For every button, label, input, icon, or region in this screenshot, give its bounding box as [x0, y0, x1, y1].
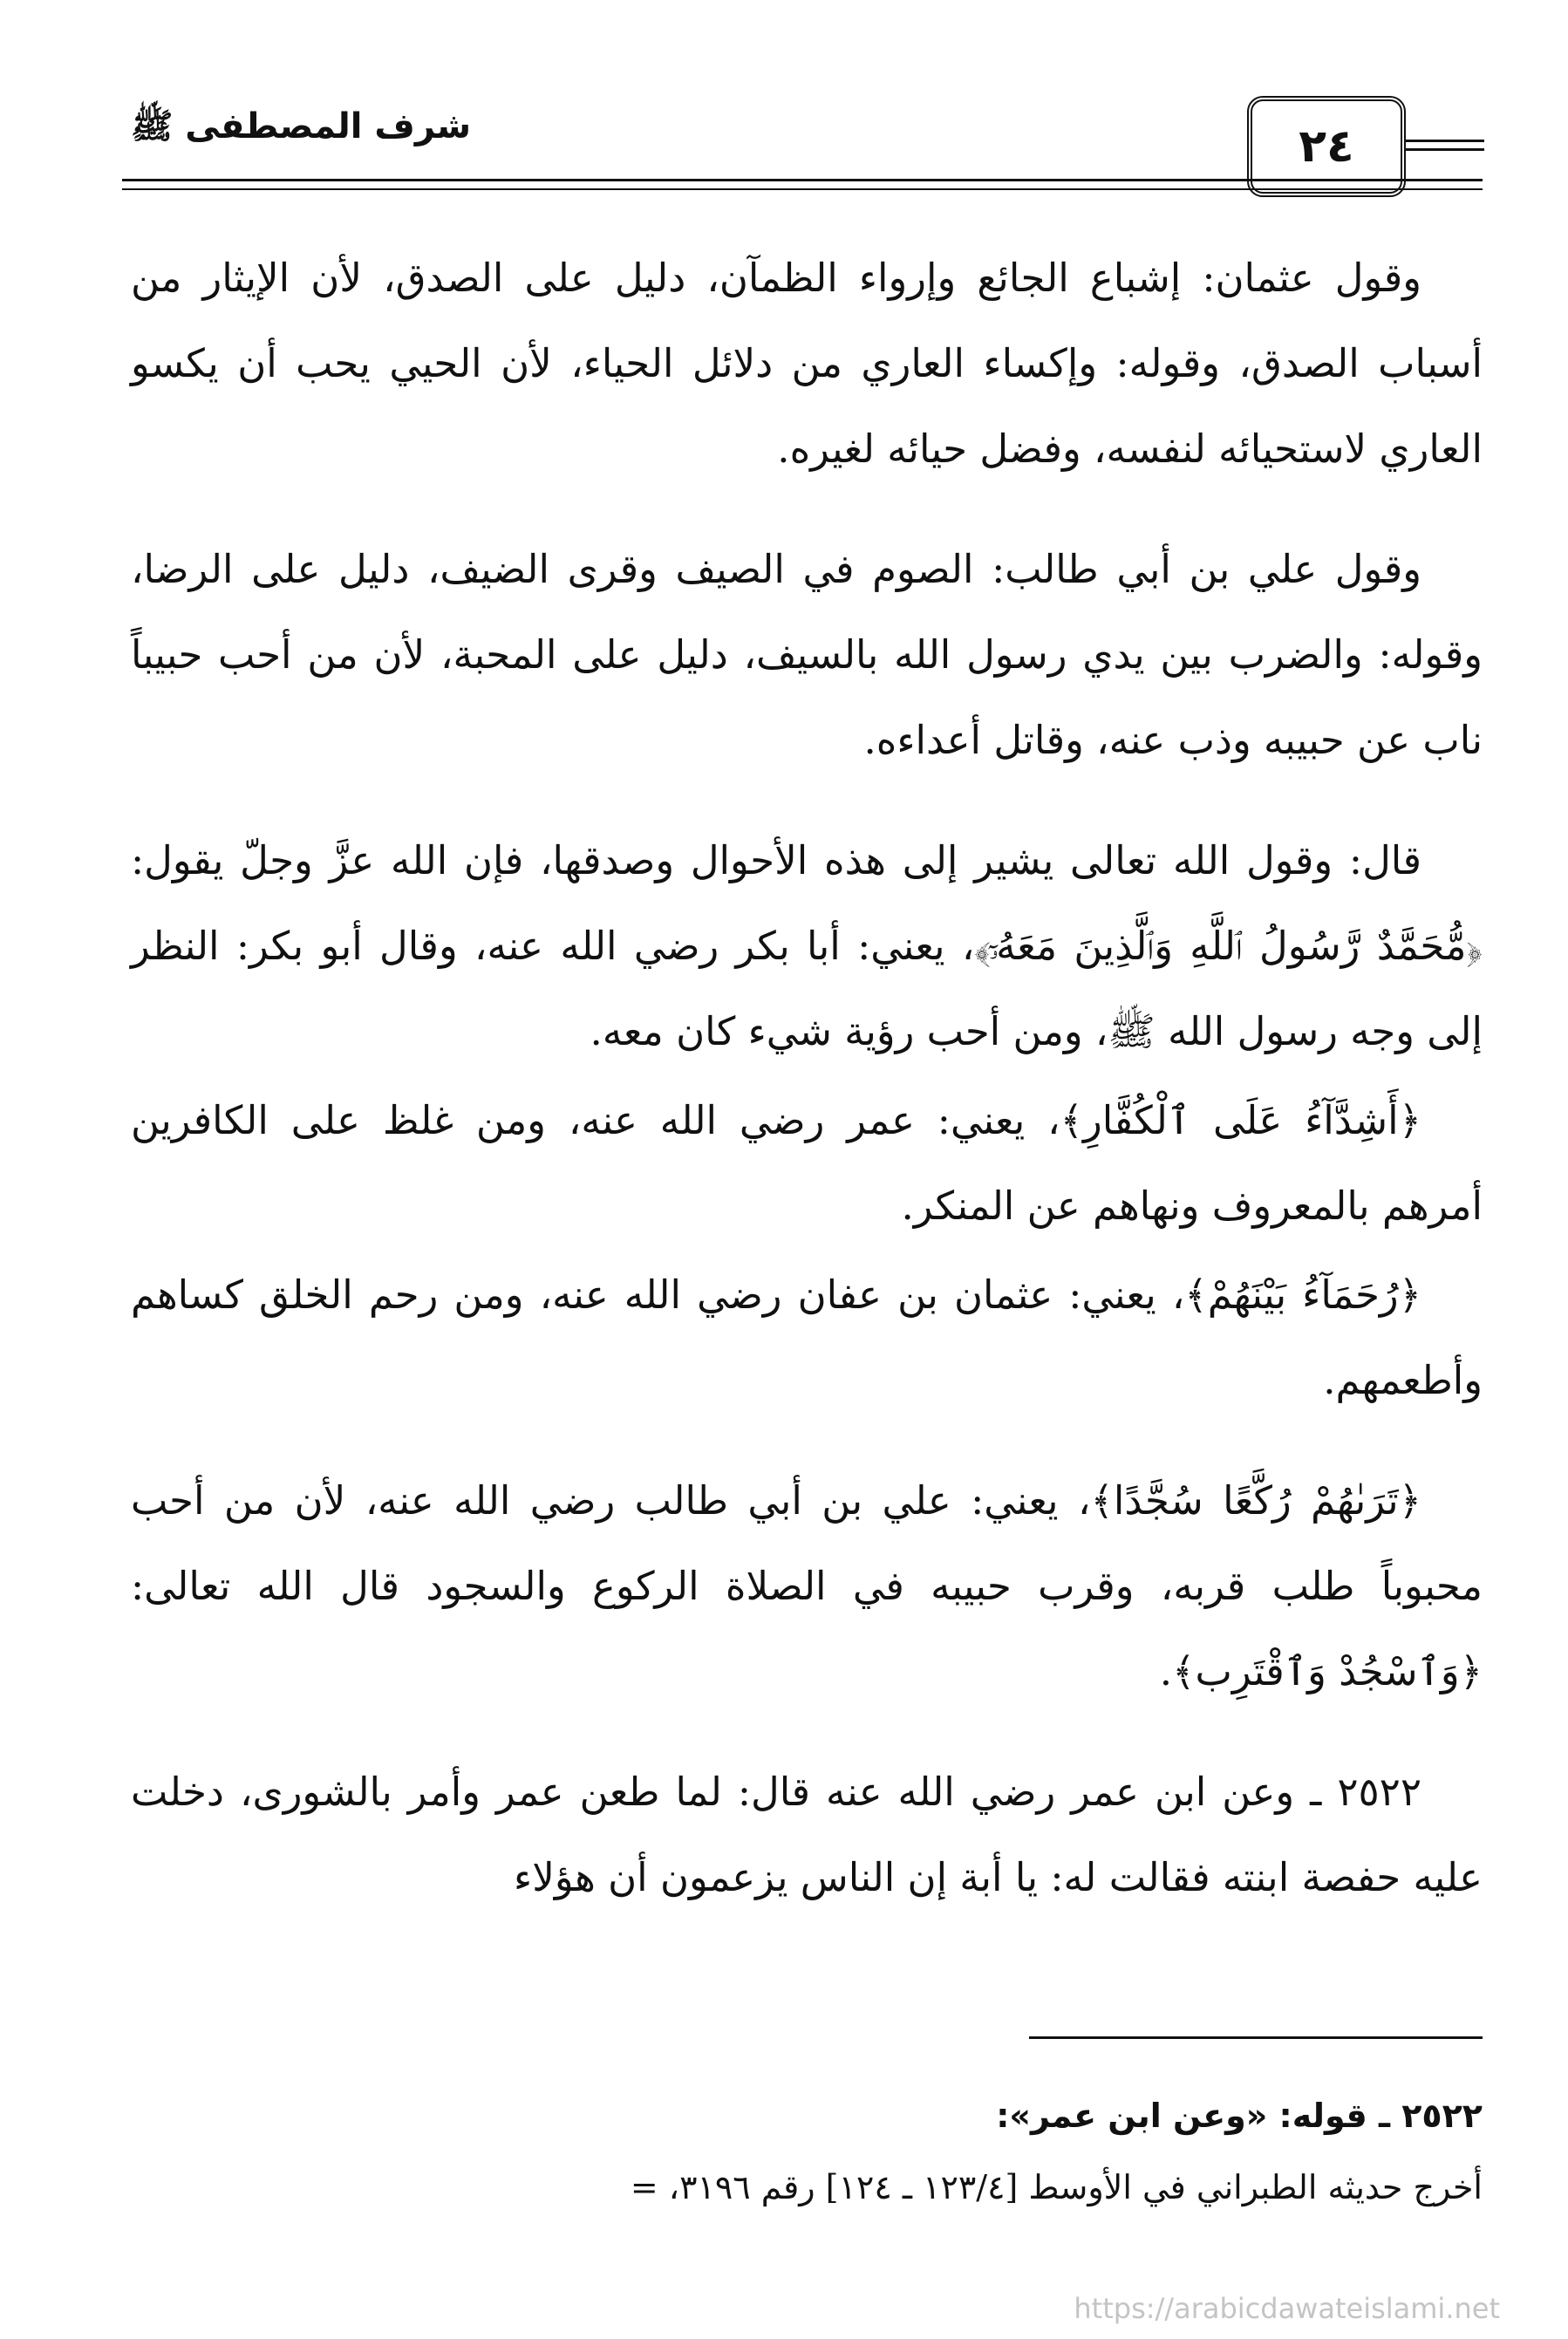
paragraph: ٢٥٢٢ ـ وعن ابن عمر رضي الله عنه قال: لما طعن عمر وأمر بالشورى، دخلت عليه حفصة ابنته فقالت له: يا أبة إن الناس يزعمون أن هؤلاء: [131, 1769, 1483, 1900]
paragraph: وقول عثمان: إشباع الجائع وإرواء الظمآن، دليل على الصدق، لأن الإيثار من أسباب الصدق، وقوله: وإكساء العاري من دلائل الحياء، لأن الحيي يحب أن يكسو العاري لاستحيائه لنفسه، وفضل حيائه لغيره.: [131, 255, 1483, 472]
footnote-separator: [1029, 2036, 1483, 2039]
page-number: ٢٤: [1247, 96, 1406, 197]
paragraph: ﴿أَشِدَّآءُ عَلَى ٱلْكُفَّارِ﴾، يعني: عمر رضي الله عنه، ومن غلظ على الكافرين أمرهم بالمعروف ونهاهم عن المنكر.: [131, 1097, 1483, 1229]
paragraph: ﴿تَرَىٰهُمْ رُكَّعًا سُجَّدًا﴾، يعني: علي بن أبي طالب رضي الله عنه، لأن من أحب محبوباً طلب قربه، وقرب حبيبه في الصلاة الركوع والسجود قال الله تعالى: ﴿وَٱسْجُدْ وَٱقْتَرِب﴾.: [131, 1477, 1483, 1695]
running-head-title: شرف المصطفى ﷺ: [131, 106, 472, 147]
footnote-heading: ٢٥٢٢ ـ قوله: «وعن ابن عمر»:: [996, 2097, 1483, 2135]
header-rule: [122, 179, 1483, 181]
footnote: [131, 2080, 1483, 2223]
source-watermark: https://arabicdawateislami.net: [1074, 2292, 1500, 2325]
header-ornament-lines: [1406, 140, 1484, 157]
header-rule-thin: [122, 188, 1483, 190]
ornament-line: [1406, 148, 1484, 151]
ornament-line: [1406, 140, 1484, 142]
main-text: [131, 235, 1483, 1955]
footnote-text: أخرج حديثه الطبراني في الأوسط [١٢٣/٤ ـ ١٢٤] رقم ٣١٩٦، =: [630, 2168, 1483, 2206]
paragraph: وقول علي بن أبي طالب: الصوم في الصيف وقرى الضيف، دليل على الرضا، وقوله: والضرب بين يدي رسول الله بالسيف، دليل على المحبة، لأن من أحب حبيباً ناب عن حبيبه وذب عنه، وقاتل أعداءه.: [131, 546, 1483, 763]
paragraph: قال: وقول الله تعالى يشير إلى هذه الأحوال وصدقها، فإن الله عزَّ وجلّ يقول: ﴿مُّحَمَّدٌ رَّسُولُ ٱللَّهِ وَٱلَّذِينَ مَعَهُۥٓ﴾، يعني: أبا بكر رضي الله عنه، وقال أبو بكر: النظر إلى وجه رسول الله ﷺ، ومن أحب رؤية شيء كان معه.: [131, 837, 1483, 1054]
paragraph: ﴿رُحَمَآءُ بَيْنَهُمْ﴾، يعني: عثمان بن عفان رضي الله عنه، ومن رحم الخلق كساهم وأطعمهم.: [131, 1272, 1483, 1403]
